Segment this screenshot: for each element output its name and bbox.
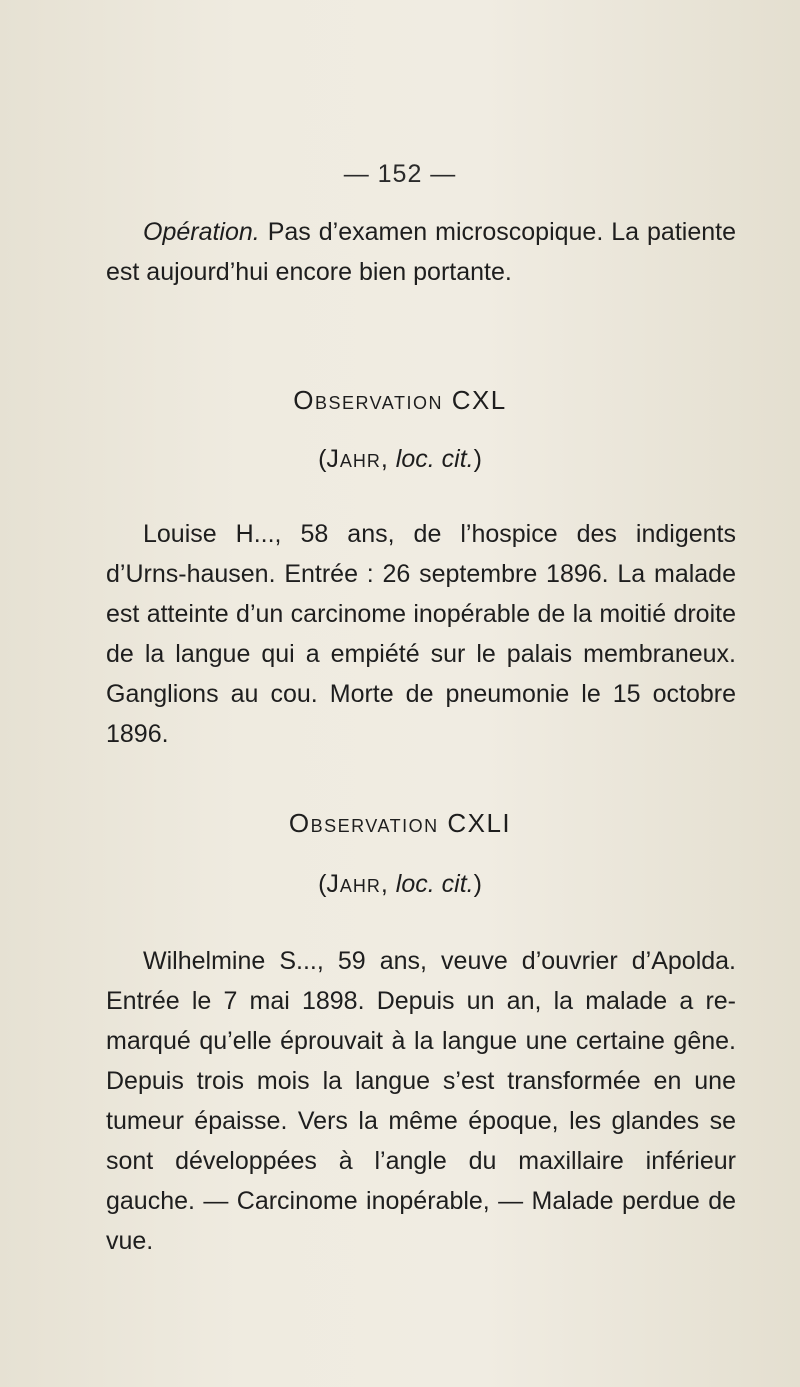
citation-loc-cit: loc. cit. [395, 870, 474, 898]
observation-cxl-heading: Observation CXL [293, 385, 507, 415]
citation-author: Jahr, [326, 445, 389, 473]
citation-loc-cit: loc. cit. [395, 445, 474, 473]
observation-cxli-heading: Observation CXLI [288, 808, 512, 838]
intro-paragraph [106, 212, 736, 292]
citation-close-paren: ) [473, 870, 482, 898]
observation-cxl-body: Louise H..., 58 ans, de l’hospice des indigents d’Urns-hausen. Entrée : 26 septembre 1896. La malade est atteinte d’un carcinome inopérable de la moitié droite de la langue qui a empiété sur le palais membraneux. Ganglions au cou. Morte de pneumonie le 15 octobre 1896. [106, 520, 736, 748]
citation-close-paren: ) [473, 445, 482, 473]
intro-italic-lead: Opération. [143, 218, 260, 246]
citation-open-paren: ( [318, 870, 327, 898]
page-number: — 152 — [343, 160, 457, 188]
citation-open-paren: ( [318, 445, 327, 473]
observation-cxli-citation [0, 870, 800, 899]
observation-cxl-citation [0, 445, 800, 474]
observation-cxli-body: Wilhelmine S..., 59 ans, veuve d’ouvrier d’Apolda. Entrée le 7 mai 1898. Depuis un an, la malade a re-marqué qu’elle éprouvait à la langue une certaine gêne. Depuis trois mois la langue s’est transformée en une tumeur épaisse. Vers la même époque, les glandes se sont développées à l’angle du maxillaire inférieur gauche. — Carcinome inopérable, — Malade perdue de vue. [106, 947, 736, 1255]
intro-text: Pas d’examen microscopique. La patiente est aujourd’hui encore bien portante. [106, 218, 736, 286]
citation-author: Jahr, [326, 870, 389, 898]
